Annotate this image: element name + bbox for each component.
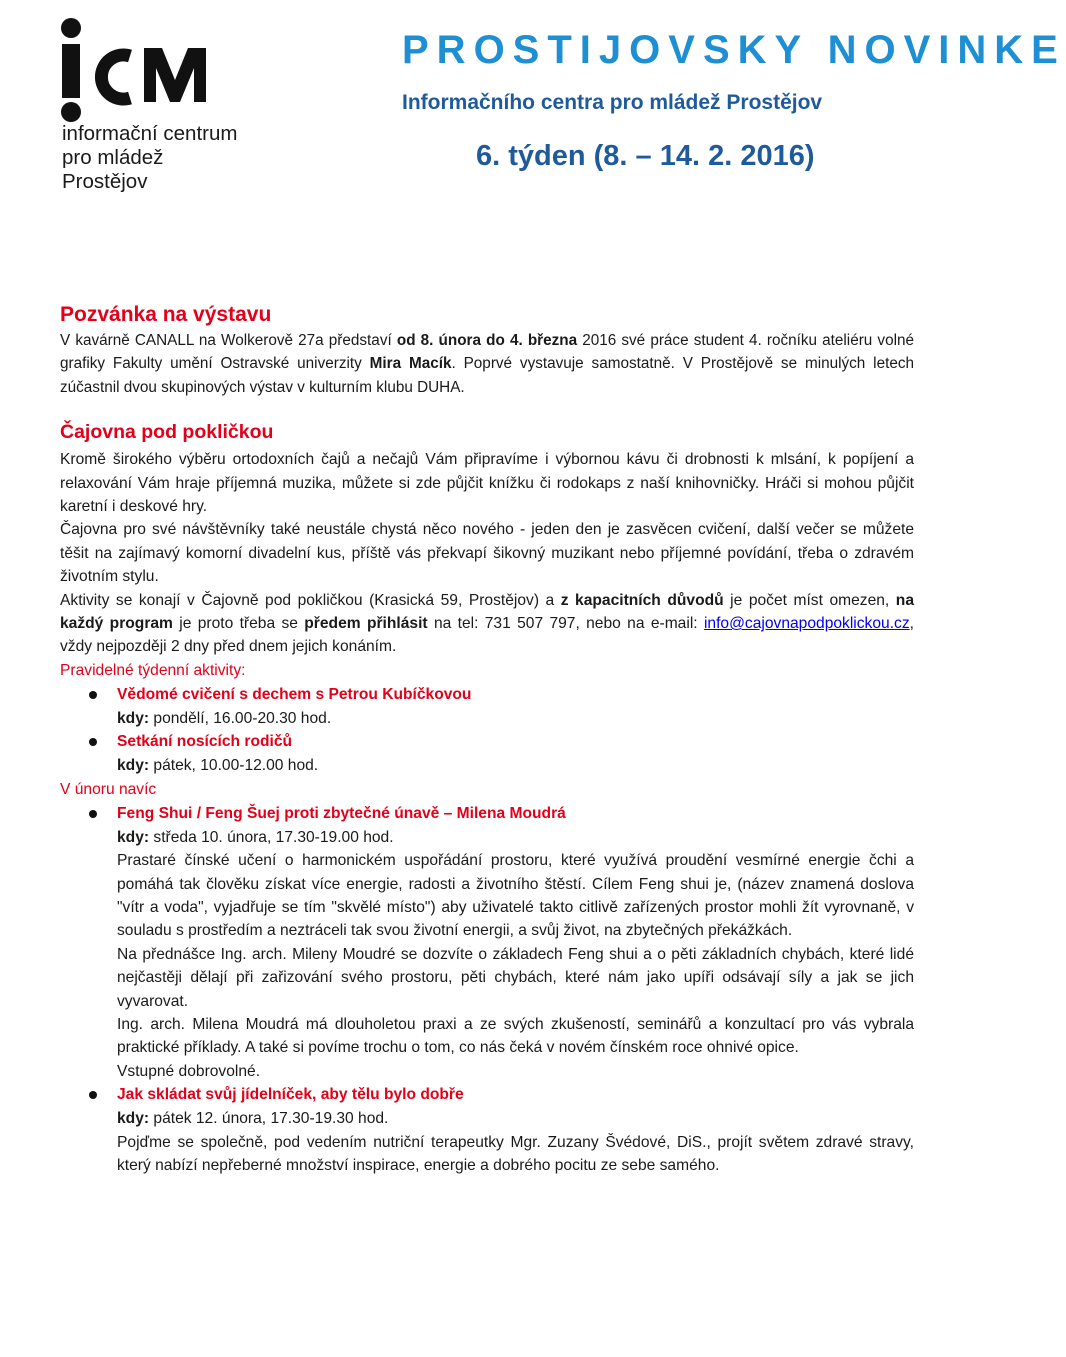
logo-text-line3: Prostějov xyxy=(62,170,148,193)
activity-when xyxy=(117,826,914,849)
when-label: kdy: xyxy=(117,828,150,846)
bullet-icon xyxy=(89,810,97,818)
activity-when xyxy=(117,707,914,730)
when-value: pondělí, 16.00-20.30 hod. xyxy=(149,709,332,727)
bullet-icon xyxy=(89,738,97,746)
regular-activities-list xyxy=(60,683,914,778)
cajovna-heading: Čajovna pod pokličkou xyxy=(60,421,274,444)
cajovna-paragraph-1: Kromě širokého výběru ortodoxních čajů a nečajů Vám připravíme i výbornou kávu či drobnosti k mlsání, k popíjení a relaxování Vám hraje příjemná muzika, můžete si zde půjčit knížku či rodokaps z naší knihovničky. Hráči si mohou půjčit karetní i deskové hry. xyxy=(60,451,914,516)
cajovna-text-part: je počet míst omezen, xyxy=(723,591,896,609)
activity-entry-note: Vstupné dobrovolné. xyxy=(117,1062,261,1080)
logo-text-line2: pro mládež xyxy=(62,146,164,169)
cajovna-text-part: , vždy nejpozději 2 dny před dnem jejich konáním. xyxy=(60,615,914,656)
per-program-note: na každý program xyxy=(60,591,914,633)
bullet-icon xyxy=(89,1091,97,1099)
email-link[interactable]: info@cajovnapodpoklickou.cz xyxy=(703,615,910,633)
exhibition-text xyxy=(60,329,914,399)
newsletter-title: PROSTIJOVSKY NOVINKE xyxy=(402,28,1066,72)
activity-title: Jak skládat svůj jídelníček, aby tělu bylo dobře xyxy=(117,1086,464,1104)
cajovna-paragraph-3 xyxy=(60,589,914,659)
when-label: kdy: xyxy=(117,1110,150,1128)
activity-title: Setkání nosících rodičů xyxy=(117,733,293,751)
register-note: předem přihlásit xyxy=(304,615,428,633)
list-item xyxy=(60,802,914,1083)
activity-title: Vědomé cvičení s dechem s Petrou Kubíčkovou xyxy=(117,685,472,703)
exhibition-section xyxy=(60,302,914,399)
activity-when xyxy=(117,1107,914,1130)
when-label: kdy: xyxy=(117,709,150,727)
activity-description: Ing. arch. Milena Moudrá má dlouholetou praxi a ze svých zkušeností, seminářů a konzultací pro vás vybrala praktické příklady. A také si povíme trochu o tom, co nás čeká v novém čínském roce ohnivé opice. xyxy=(117,1015,914,1057)
cajovna-text-part: Aktivity se konají v Čajovně pod pokličkou (Krasická 59, Prostějov) a xyxy=(60,591,561,609)
february-heading: V únoru navíc xyxy=(60,780,157,798)
bullet-icon xyxy=(89,691,97,699)
when-label: kdy: xyxy=(117,757,150,775)
regular-activities-heading: Pravidelné týdenní aktivity: xyxy=(60,661,246,679)
logo-text-line1: informační centrum xyxy=(62,122,238,145)
list-item xyxy=(60,683,914,730)
activity-description: Prastaré čínské učení o harmonickém uspořádání prostoru, které využívá proudění vesmírné energie čchi a pomáhá tak člověku získat více energie, radosti a životního štěstí. Cílem Feng shui je, (název znamená doslova "vítr a voda", vyjadřuje se tím "skvělé místo") aby uživatelé takto citlivě zařízených prostor mohli žít vyrovnaně, v souladu s prostředím a neztráceli tak svou životní energii, a svůj život, na zbytečných překážkách. xyxy=(117,852,914,940)
cajovna-text-part: je proto třeba se xyxy=(172,615,305,633)
exhibition-text-part: 2016 své práce student 4. ročníku ateliéru volné grafiky Fakulty umění Ostravské univerzity xyxy=(60,332,915,373)
activity-when xyxy=(117,754,914,777)
february-activities-list xyxy=(60,802,914,1178)
list-item xyxy=(60,730,914,777)
exhibition-text-part: V kavárně CANALL na Wolkerově 27a představí xyxy=(60,332,397,349)
exhibition-dates: od 8. února do 4. března xyxy=(396,332,578,349)
newsletter-body xyxy=(60,302,914,1177)
icm-logo-mark xyxy=(58,18,208,122)
activity-description: Na přednášce Ing. arch. Mileny Moudré se dozvíte o základech Feng shui a o pěti základních chybách, které lidé nejčastěji dělají při zařizování svého prostoru, pěti chybách, které nám jako upíři odsávají síly a jak se jich vyvarovat. xyxy=(117,945,914,1010)
activity-title: Feng Shui / Feng Šuej proti zbytečné únavě – Milena Moudrá xyxy=(117,804,566,822)
cajovna-paragraph-2: Čajovna pro své návštěvníky také neustále chystá něco nového - jeden den je zasvěcen cvičení, další večer se můžete těšit na zajímavý komorní divadelní kus, příště vás překvapí šikovný muzikant nebo příjemné povídání, třeba o zdravém životním stylu. xyxy=(60,521,914,586)
exhibition-heading: Pozvánka na výstavu xyxy=(60,303,272,326)
when-value: pátek 12. února, 17.30-19.30 hod. xyxy=(149,1110,389,1128)
cajovna-section xyxy=(60,419,914,1177)
exhibition-artist: Mira Macík xyxy=(369,355,452,373)
list-item xyxy=(60,1083,914,1177)
exhibition-text-part: . Poprvé vystavuje samostatně. V Prostějově se minulých letech zúčastnil dvou skupinových výstav v kulturním klubu DUHA. xyxy=(60,355,914,396)
newsletter-week: 6. týden (8. – 14. 2. 2016) xyxy=(476,140,815,172)
newsletter-subtitle: Informačního centra pro mládež Prostějov xyxy=(402,91,823,114)
cajovna-text-part: na tel: 731 507 797, nebo na e-mail: xyxy=(427,615,704,633)
icm-logo xyxy=(56,14,256,193)
activity-description: Pojďme se společně, pod vedením nutriční terapeutky Mgr. Zuzany Švédové, DiS., projít světem zdravé stravy, který nabízí nepřeberné množství inspirace, energie a dobrého pocitu ze sebe samého. xyxy=(117,1133,914,1174)
when-value: pátek, 10.00-12.00 hod. xyxy=(149,757,319,775)
when-value: středa 10. února, 17.30-19.00 hod. xyxy=(149,828,394,846)
capacity-note: z kapacitních důvodů xyxy=(560,591,724,609)
